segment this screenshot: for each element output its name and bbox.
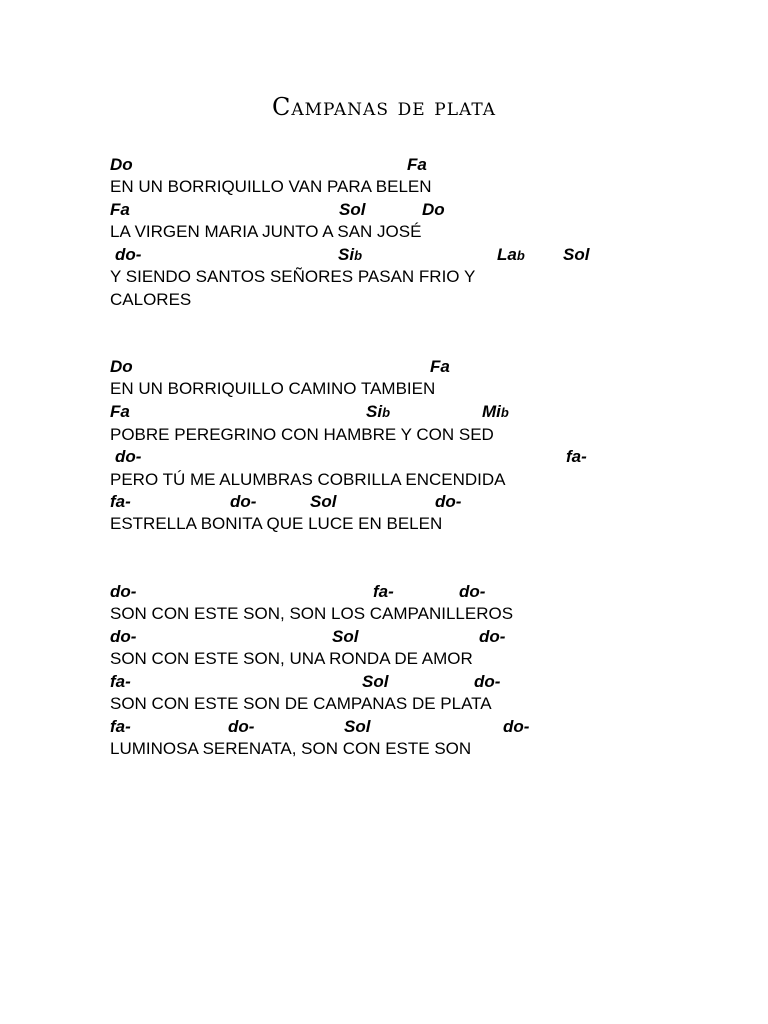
lyric-line <box>0 378 768 400</box>
chord-line <box>0 244 768 266</box>
lyric-text: SON CON ESTE SON DE CAMPANAS DE PLATA <box>110 694 492 713</box>
chord-line <box>0 401 768 423</box>
chord: Sol <box>310 492 337 511</box>
chord: Mib <box>482 402 509 421</box>
lyric-text: LUMINOSA SERENATA, SON CON ESTE SON <box>110 739 472 758</box>
lyric-text: EN UN BORRIQUILLO VAN PARA BELEN <box>110 177 432 196</box>
chord-line <box>0 716 768 738</box>
lyric-line <box>0 513 768 535</box>
chord: do- <box>474 672 501 691</box>
lyric-text: EN UN BORRIQUILLO CAMINO TAMBIEN <box>110 379 436 398</box>
chord: do- <box>230 492 257 511</box>
lyric-text: SON CON ESTE SON, UNA RONDA DE AMOR <box>110 649 473 668</box>
chord: do- <box>115 245 142 264</box>
lyric-line <box>0 693 768 715</box>
lyric-line <box>0 738 768 760</box>
chord: do- <box>110 582 137 601</box>
lyric-line <box>0 289 768 311</box>
chord: Sol <box>362 672 389 691</box>
page-title: Campanas de plata <box>271 93 497 121</box>
chord: Sol <box>339 200 366 219</box>
lyric-text: SON CON ESTE SON, SON LOS CAMPANILLEROS <box>110 604 514 623</box>
chord: Sol <box>563 245 590 264</box>
chord: do- <box>435 492 462 511</box>
lyric-text: CALORES <box>110 290 192 309</box>
chord: Fa <box>407 155 427 174</box>
chord: Do <box>110 155 133 174</box>
lyric-text: PERO TÚ ME ALUMBRAS COBRILLA ENCENDIDA <box>110 470 506 489</box>
chord: fa- <box>110 492 131 511</box>
chord: fa- <box>110 717 131 736</box>
chord-line <box>0 356 768 378</box>
chord: do- <box>115 447 142 466</box>
chord-line <box>0 446 768 468</box>
chord: fa- <box>566 447 587 466</box>
chord: Fa <box>430 357 450 376</box>
chord: Sib <box>366 402 391 421</box>
lyric-line <box>0 221 768 243</box>
chord: do- <box>228 717 255 736</box>
chord: Do <box>422 200 445 219</box>
lyric-line <box>0 176 768 198</box>
lyric-text: POBRE PEREGRINO CON HAMBRE Y CON SED <box>110 425 494 444</box>
chord-line <box>0 199 768 221</box>
lyric-text: Y SIENDO SANTOS SEÑORES PASAN FRIO Y <box>110 267 476 286</box>
chord: fa- <box>373 582 394 601</box>
chord: Lab <box>497 245 525 264</box>
lyric-text: ESTRELLA BONITA QUE LUCE EN BELEN <box>110 514 443 533</box>
chord: do- <box>110 627 137 646</box>
lyric-line <box>0 603 768 625</box>
chord: Fa <box>110 200 130 219</box>
chord-line <box>0 154 768 176</box>
chord: do- <box>479 627 506 646</box>
chord: Sib <box>338 245 363 264</box>
chord: Fa <box>110 402 130 421</box>
lyric-line <box>0 266 768 288</box>
chord: Do <box>110 357 133 376</box>
chord: Sol <box>332 627 359 646</box>
lyric-line <box>0 648 768 670</box>
chord-line <box>0 581 768 603</box>
chord-line <box>0 491 768 513</box>
chord: Sol <box>344 717 371 736</box>
lyric-text: LA VIRGEN MARIA JUNTO A SAN JOSÉ <box>110 222 422 241</box>
chord: do- <box>459 582 486 601</box>
chord-line <box>0 671 768 693</box>
chord-line <box>0 626 768 648</box>
chord: fa- <box>110 672 131 691</box>
chord: do- <box>503 717 530 736</box>
lyric-line <box>0 469 768 491</box>
lyric-line <box>0 424 768 446</box>
